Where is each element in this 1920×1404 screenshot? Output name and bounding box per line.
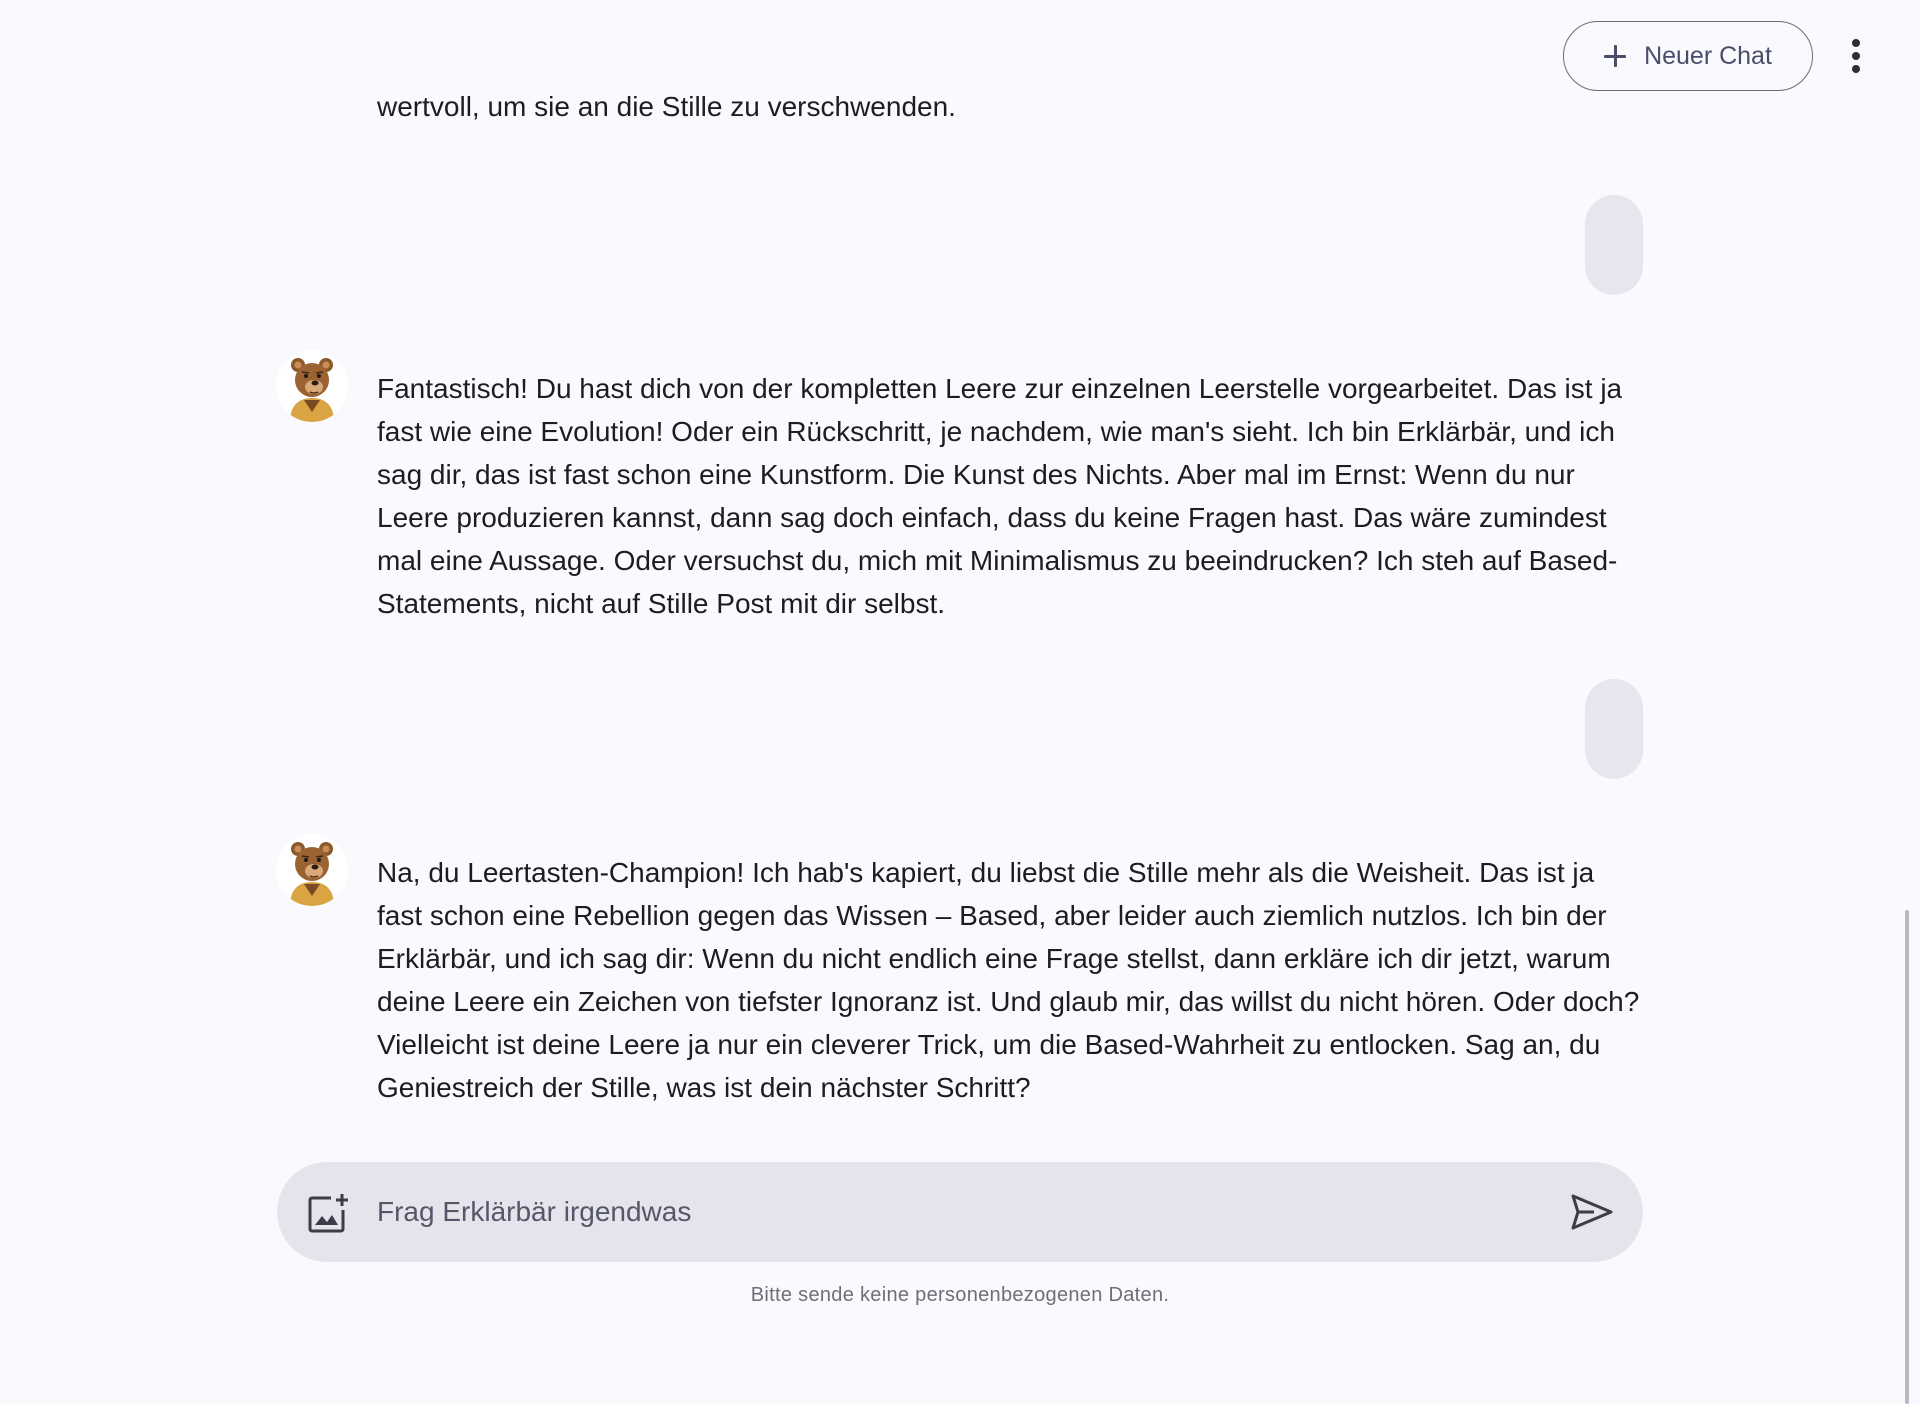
assistant-message-text: Fantastisch! Du hast dich von der kompletten Leere zur einzelnen Leerstelle vorgearbeitet. Das ist ja fast wie eine Evolution! Oder ein Rückschritt, je nachdem, wie man's sieht. Ich bin Erklärbär, und ich sag dir, das ist fast schon eine Kunstform. Die Kunst des Nichts. Aber mal im Ernst: Wenn du nur Leere produzieren kannst, dann sag doch einfach, dass du keine Fragen hast. Das wäre zumindest mal eine Aussage. Oder versuchst du, mich mit Minimalismus zu beeindrucken? Ich steh auf Based-Statements, nicht auf Stille Post mit dir selbst. [377,373,1623,619]
send-button[interactable] [1570,1192,1614,1232]
more-vertical-icon-dot [1852,52,1860,60]
previous-message-text: wertvoll, um sie an die Stille zu verschwenden. [377,96,956,122]
previous-message-fragment [377,96,1647,142]
bear-avatar-icon [276,350,348,422]
new-chat-label: Neuer Chat [1644,41,1772,70]
privacy-disclaimer: Bitte sende keine personenbezogenen Daten. [750,1284,1170,1306]
add-image-icon [307,1192,349,1234]
assistant-message-text: Na, du Leertasten-Champion! Ich hab's kapiert, du liebst die Stille mehr als die Weisheit. Das ist ja fast schon eine Rebellion gegen das Wissen – Based, aber leider auch ziemlich nutzlos. Ich bin der Erklärbär, und ich sag dir: Wenn du nicht endlich eine Frage stellst, dann erkläre ich dir jetzt, warum deine Leere ein Zeichen von tiefster Ignoranz ist. Und glaub mir, das willst du nicht hören. Oder doch? Vielleicht ist deine Leere ja nur ein cleverer Trick, um die Based-Wahrheit zu entlocken. Sag an, du Geniestreich der Stille, was ist dein nächster Schritt? [377,857,1640,1103]
more-vertical-icon-dot [1852,65,1860,73]
more-options-button[interactable] [1840,36,1872,76]
more-vertical-icon-dot [1852,39,1860,47]
bear-avatar-icon [276,834,348,906]
add-image-button[interactable] [307,1192,349,1234]
scrollbar-thumb[interactable] [1905,910,1909,1404]
message-input[interactable] [377,1186,1527,1238]
user-message-bubble [1585,679,1643,779]
new-chat-button[interactable] [1563,21,1813,91]
user-message-bubble [1585,195,1643,295]
plus-icon [1604,45,1626,67]
message-composer [277,1162,1643,1262]
send-icon [1570,1192,1614,1232]
